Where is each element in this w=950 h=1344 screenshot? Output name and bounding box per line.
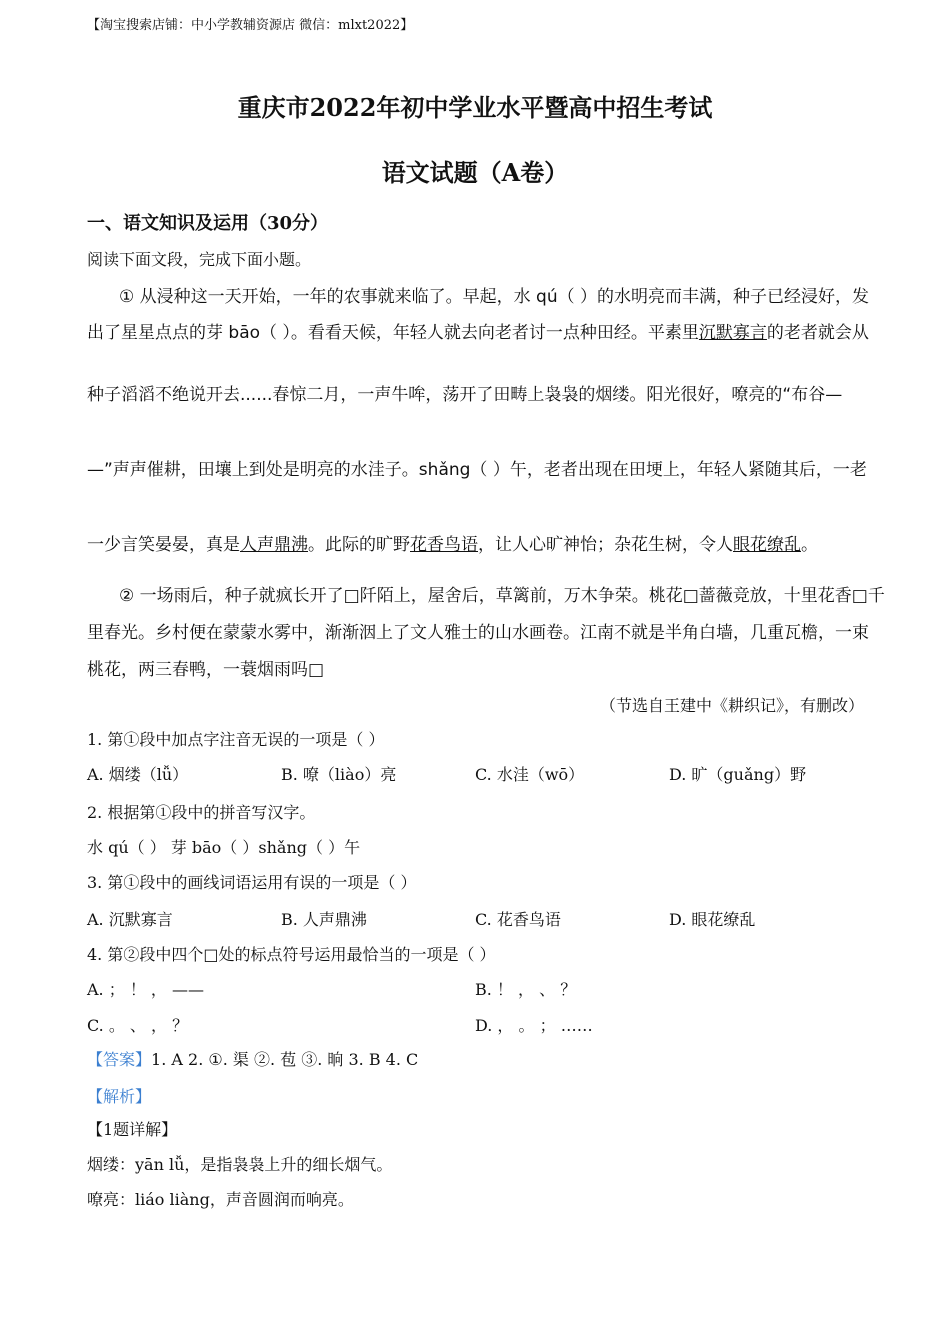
exam-subtitle: 语文试题（A卷） [381,158,569,187]
q3-stem: 3. 第①段中的画线词语运用有误的一项是（ ） [87,873,417,892]
page-header: 【淘宝搜索店铺：中小学教辅资源店 微信：mlxt2022】 [87,18,414,33]
para1-line5 [87,530,818,555]
para1-line3: 种子滔滔不绝说开去......春惊二月，一声牛哞，荡开了田畴上袅袅的烟缕。阳光很好，嘹亮的“布谷— [87,385,843,405]
answer-text: 1. A 2. ①. 渠 ②. 苞 ③. 晌 3. B 4. C [151,1050,419,1069]
text-span: 一少言笑晏晏，真是 [87,535,240,555]
para1-line1: ① 从浸种这一天开始，一年的农事就来临了。早起，水 qú（ ）的水明亮而丰满，种子已经浸好，发 [119,287,870,307]
underlined-word: 人声鼎沸 [240,535,308,555]
q4-option-c: C. 。 、 ， ？ [87,1016,189,1035]
source-note: （节选自王建中《耕织记》，有删改） [599,696,864,715]
q2-stem: 2. 根据第①段中的拼音写汉字。 [87,803,316,822]
para2-line3: 桃花，两三春鸭，一蓑烟雨吗□ [87,660,325,680]
answer-tag: 【答案】 [87,1050,152,1069]
underlined-word: 沉默寡言 [698,323,767,343]
text-span: 。此际的旷野 [308,535,410,555]
para2-line1: ② 一场雨后，种子就疯长开了□阡陌上，屋舍后，草篱前，万木争荣。桃花□蔷薇竞放，十里花香□千 [119,586,885,606]
text-span: ，让人心旷神怡；杂花生树，令人 [478,535,733,555]
section-heading: 一、语文知识及运用（30分） [87,213,329,234]
explanation-1: 烟缕：yān lǚ，是指袅袅上升的细长烟气。 [87,1155,393,1174]
text-span: 的老者就会从 [766,323,869,343]
answer-line [87,1047,418,1070]
underlined-word: 花香鸟语 [410,535,478,555]
explanation-2: 嘹亮：liáo liàng，声音圆润而响亮。 [87,1190,354,1209]
q4-stem: 4. 第②段中四个□处的标点符号运用最恰当的一项是（ ） [87,945,496,964]
para1-line4: —”声声催耕，田壤上到处是明亮的水洼子。shǎng（ ）午，老者出现在田埂上，年轻人紧随其后，一老 [87,460,867,480]
q1-stem: 1. 第①段中加点字注音无误的一项是（ ） [87,730,385,749]
text-span: 。 [801,535,818,555]
para1-line2 [87,318,869,343]
q1-detail-heading: 【1题详解】 [87,1120,178,1139]
underlined-word: 眼花缭乱 [733,535,801,555]
text-span: 出了星星点点的芽 bāo（ ）。看看天候，年轻人就去向老者讨一点种田经。平素里 [87,323,699,343]
q1-option-b: B. 嘹（liào）亮 [281,765,397,784]
q1-option-c: C. 水洼（wō） [475,765,585,784]
analysis-tag: 【解析】 [87,1087,152,1106]
q4-option-d: D. ， 。 ； …… [475,1016,593,1035]
q3-option-a: A. 沉默寡言 [87,910,173,929]
q4-option-a: A. ； ！ ， —— [87,980,204,999]
para2-line2: 里春光。乡村便在蒙蒙水雾中，渐渐洇上了文人雅士的山水画卷。江南不就是半角白墙，几重瓦檐，一束 [87,623,869,643]
reading-intro: 阅读下面文段，完成下面小题。 [87,250,312,269]
q3-option-d: D. 眼花缭乱 [669,910,756,929]
q1-option-d: D. 旷（guǎng）野 [669,765,807,784]
exam-title: 重庆市2022年初中学业水平暨高中招生考试 [237,93,713,122]
q3-option-b: B. 人声鼎沸 [281,910,367,929]
q4-option-b: B. ！ ， 、 ？ [475,980,577,999]
q2-blanks: 水 qú（ ） 芽 bāo（ ）shǎng（ ）午 [87,838,361,857]
q1-option-a: A. 烟缕（lǚ） [87,765,189,784]
q3-option-c: C. 花香鸟语 [475,910,561,929]
